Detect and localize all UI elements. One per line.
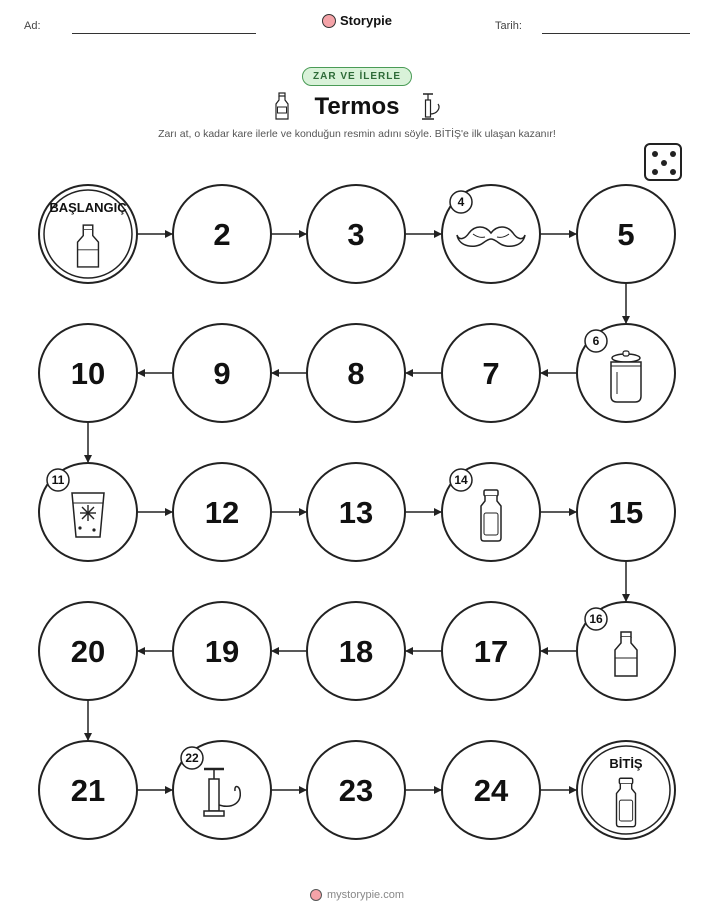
cell-number: 21 <box>70 773 106 808</box>
cell-number: 19 <box>204 634 240 669</box>
board-cell-1 <box>39 185 137 283</box>
cell-number: 13 <box>338 495 374 530</box>
cell-number: 4 <box>457 195 465 209</box>
cell-number: 18 <box>338 634 374 669</box>
instructions-text: Zarı at, o kadar kare ilerle ve konduğun resmin adını söyle. BİTİŞ'e ilk ulaşan kazanır! <box>158 128 556 140</box>
ice-water-glass-icon <box>72 493 104 537</box>
board-cell-20 <box>39 602 137 700</box>
cell-number: 14 <box>454 473 468 487</box>
cell-number: 22 <box>185 751 199 765</box>
brand-name: Storypie <box>339 13 393 28</box>
cell-number: 2 <box>213 217 231 252</box>
cell-number: 9 <box>213 356 231 391</box>
cell-number-bubble <box>585 608 607 630</box>
cell-number-bubble <box>450 191 472 213</box>
board-cell-7 <box>442 324 540 422</box>
page-title: Termos <box>314 93 400 120</box>
board-cell-23 <box>307 741 405 839</box>
board-cell-9 <box>173 324 271 422</box>
activity-badge: ZAR VE İLERLE <box>302 67 412 86</box>
cell-number: 12 <box>204 495 240 530</box>
cell-number: 20 <box>70 634 106 669</box>
cell-number: 6 <box>592 334 600 348</box>
board-cell-6 <box>577 324 675 422</box>
board-cell-2 <box>173 185 271 283</box>
board-cell-19 <box>173 602 271 700</box>
board-cell-17 <box>442 602 540 700</box>
board-cell-22 <box>173 741 271 839</box>
cell-number-bubble <box>585 330 607 352</box>
board-cell-15 <box>577 463 675 561</box>
start-label: BAŞLANGIÇ <box>49 200 127 215</box>
cell-number-bubble <box>181 747 203 769</box>
cell-number-bubble <box>450 469 472 491</box>
board-cell-25 <box>577 741 675 839</box>
cell-number: 16 <box>589 612 603 626</box>
board-cell-13 <box>307 463 405 561</box>
finish-label: BİTİŞ <box>609 756 643 771</box>
board-cell-14 <box>442 463 540 561</box>
board-cell-8 <box>307 324 405 422</box>
jar-icon <box>611 351 641 402</box>
storypie-logo-icon <box>310 889 322 901</box>
cell-number: 17 <box>473 634 509 669</box>
board-cell-16 <box>577 602 675 700</box>
board-cell-3 <box>307 185 405 283</box>
cell-number-bubble <box>47 469 69 491</box>
board-cell-4 <box>442 185 540 283</box>
board-cell-21 <box>39 741 137 839</box>
cell-number: 10 <box>70 356 106 391</box>
cell-number: 23 <box>338 773 374 808</box>
board-cell-18 <box>307 602 405 700</box>
board-cell-10 <box>39 324 137 422</box>
board-cell-5 <box>577 185 675 283</box>
cell-number: 24 <box>473 773 509 808</box>
footer-url[interactable]: mystorypie.com <box>326 889 405 901</box>
cell-number: 5 <box>617 217 635 252</box>
cell-number: 11 <box>51 473 65 487</box>
date-label: Tarih: <box>495 20 522 32</box>
board-cell-12 <box>173 463 271 561</box>
cell-number: 8 <box>347 356 365 391</box>
name-label: Ad: <box>24 20 41 32</box>
cell-number: 15 <box>608 495 644 530</box>
cell-number: 3 <box>347 217 365 252</box>
cell-number: 7 <box>482 356 500 391</box>
board-cell-24 <box>442 741 540 839</box>
board-cell-11 <box>39 463 137 561</box>
footer <box>310 889 404 901</box>
